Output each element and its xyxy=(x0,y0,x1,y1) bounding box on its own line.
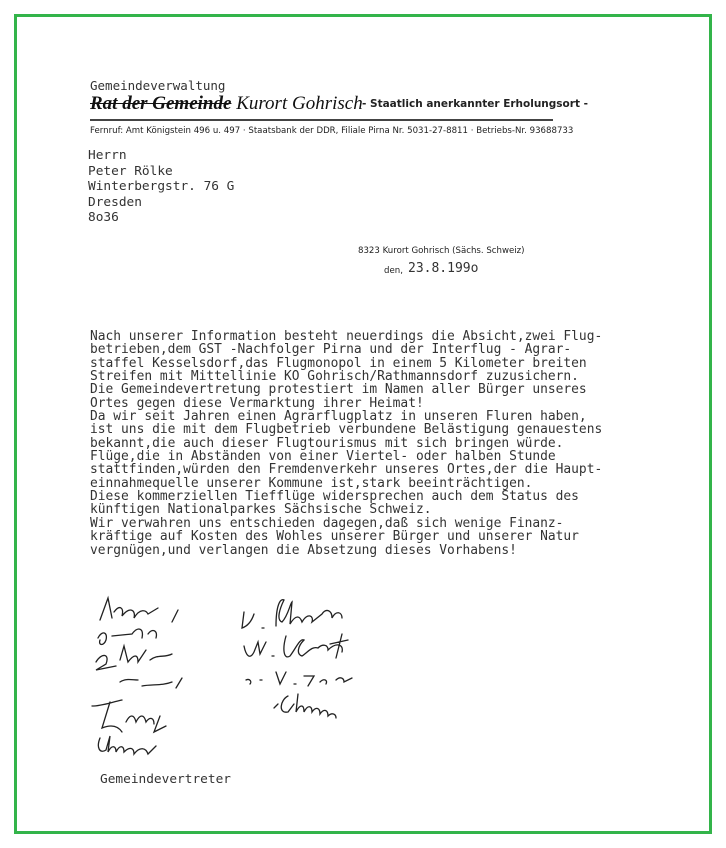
signature-left-5 xyxy=(92,700,166,732)
signature-left-6 xyxy=(98,736,156,754)
signature-left-1 xyxy=(100,598,178,622)
body-line: Da wir seit Jahren einen Agrarflugplatz in unseren Fluren haben, xyxy=(90,409,587,425)
body-line: Wir verwahren uns entschieden dagegen,daß sich wenige Finanz- xyxy=(90,515,564,531)
address-line: Peter Rölke xyxy=(88,163,173,179)
body-line: Nach unserer Information besteht neuerdings die Absicht,zwei Flug- xyxy=(90,329,603,344)
signatures xyxy=(80,590,420,770)
closing-signature-label: Gemeindevertreter xyxy=(100,772,231,787)
body-line: Streifen mit Mittellinie KO Gohrisch/Rathmannsdorf zuzusichern. xyxy=(90,369,579,385)
address-line: 8o36 xyxy=(88,210,119,225)
body-line: kräftige auf Kosten des Wohles unserer Bürger und unserer Natur xyxy=(90,529,579,545)
tagline: - Staatlich anerkannter Erholungsort - xyxy=(362,98,588,110)
organization-name: Gemeindeverwaltung xyxy=(90,78,226,93)
signature-right-3 xyxy=(246,672,352,686)
date-label-text: den xyxy=(384,266,401,276)
recipient-address xyxy=(88,148,234,226)
sender-place: 8323 Kurort Gohrisch (Sächs. Schweiz) xyxy=(358,246,525,256)
signature-left-3 xyxy=(96,646,172,670)
body-line: bekannt,die auch dieser Flugtourismus mit sich bringen würde. xyxy=(90,435,564,451)
letterhead-rule xyxy=(90,119,553,121)
signature-right-4 xyxy=(274,694,336,718)
body-line: künftigen Nationalparkes Sächsische Schweiz. xyxy=(90,502,432,518)
body-line: einnahmequelle unserer Kommune ist,stark beeinträchtigen. xyxy=(90,475,533,491)
struck-text: Rat der Gemeinde xyxy=(90,93,232,114)
address-line: Dresden xyxy=(88,194,142,210)
date-label: den, xyxy=(384,266,403,276)
letter-body xyxy=(90,330,602,557)
body-line: Diese kommerziellen Tiefflüge widersprechen auch dem Status des xyxy=(90,489,579,505)
address-line: Winterbergstr. 76 G xyxy=(88,179,235,194)
signature-right-2 xyxy=(244,634,348,658)
letter-date: 23.8.199o xyxy=(408,261,479,276)
body-line: stattfinden,würden den Fremdenverkehr unseres Ortes,der die Haupt- xyxy=(90,462,603,478)
body-line: ist uns die mit dem Flugbetrieb verbundene Belästigung genauestens xyxy=(90,422,603,438)
signature-left-2 xyxy=(98,629,156,644)
address-line: Herrn xyxy=(88,148,127,163)
body-line: Ortes gegen diese Vermarktung ihrer Heimat! xyxy=(90,395,424,411)
body-line: staffel Kesselsdorf,das Flugmonopol in einem 5 Kilometer breiten xyxy=(90,355,587,371)
signature-left-4 xyxy=(120,678,182,688)
body-line: Flüge,die in Abständen von einer Viertel- oder halben Stunde xyxy=(90,449,556,465)
signature-right-1 xyxy=(242,600,342,628)
body-line: betrieben,dem GST -Nachfolger Pirna und der Interflug - Agrar- xyxy=(90,342,572,358)
letterhead-title xyxy=(90,93,363,115)
contact-line: Fernruf: Amt Königstein 496 u. 497 · Staatsbank der DDR, Filiale Pirna Nr. 5031-27-8811 · Betriebs-Nr. 93688733 xyxy=(90,126,574,136)
body-line: Die Gemeindevertretung protestiert im Namen aller Bürger unseres xyxy=(90,382,587,398)
municipality: Kurort Gohrisch xyxy=(236,93,363,114)
body-line: vergnügen,und verlangen die Absetzung dieses Vorhabens! xyxy=(90,542,517,558)
